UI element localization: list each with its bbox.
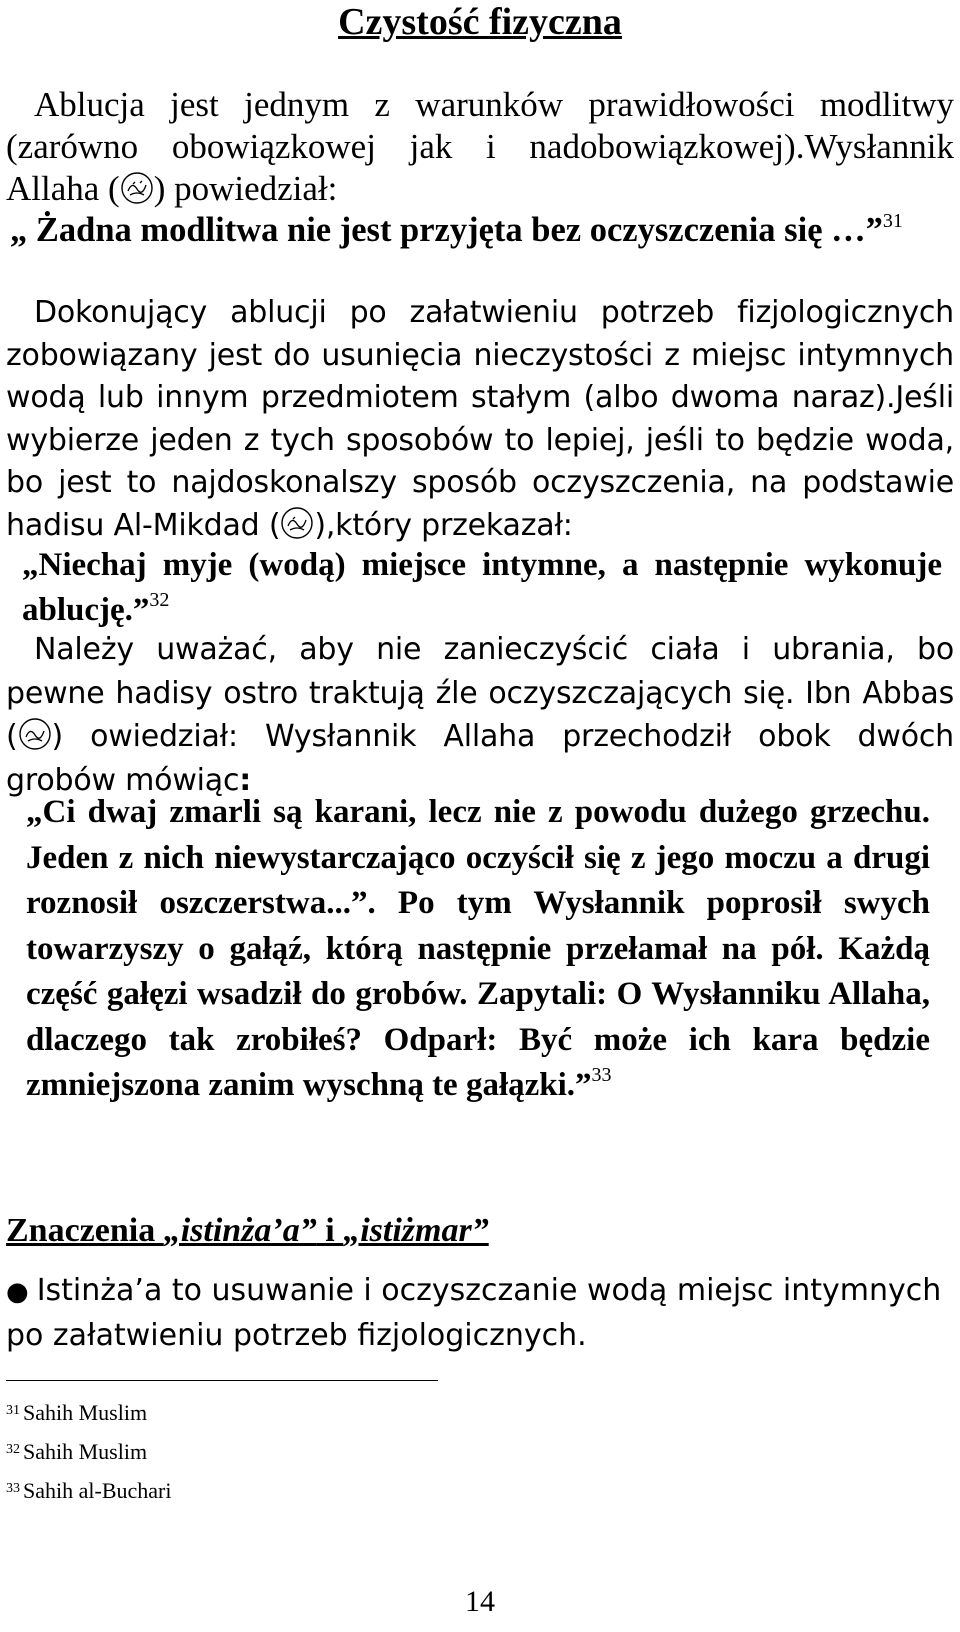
hadith-quote-1 xyxy=(10,208,954,254)
intro-paragraph xyxy=(6,84,954,210)
para3-text-after: ) owiedział: Wysłannik Allaha przechodził obok dwóch grobów mówiąc xyxy=(6,719,954,798)
para3-colon: : xyxy=(239,762,252,798)
footnote-text: Sahih Muslim xyxy=(23,1439,148,1464)
honorific-calligraphy-icon xyxy=(120,171,154,205)
footnote-ref-32: 32 xyxy=(149,589,170,611)
heading2-middle: i xyxy=(316,1212,344,1249)
footnote-33 xyxy=(6,1470,171,1509)
honorific-calligraphy-icon xyxy=(280,506,314,540)
quote1-text: „ Żadna modlitwa nie jest przyjęta bez oczyszczenia się …” xyxy=(10,211,883,249)
para2-text-after: ),który przekazał: xyxy=(314,507,573,543)
heading2-term-istinza: „istinża’a” xyxy=(163,1212,317,1249)
para3-text: Należy uważać, aby nie zanieczyścić ciała i ubrania, bo pewne hadisy ostro traktują źle oczyszczających się. Ibn Abbas ( xyxy=(6,632,954,754)
footnote-text: Sahih Muslim xyxy=(23,1400,148,1425)
footnote-number: 31 xyxy=(6,1403,20,1418)
heading2-term-istizmar: „istiżmar” xyxy=(343,1212,489,1249)
footnote-32 xyxy=(6,1431,171,1470)
section-heading xyxy=(6,1209,489,1253)
intro-text: Ablucja jest jednym z warunków prawidłowości modlitwy (zarówno obowiązkowej jak i nadobowiązkowej).Wysłannik Allaha ( xyxy=(6,85,954,208)
hadith-quote-2 xyxy=(22,543,942,633)
footnote-number: 32 xyxy=(6,1442,20,1457)
footnote-31 xyxy=(6,1392,171,1431)
intro-text-after: ) powiedział: xyxy=(153,169,338,208)
page-title: Czystość fizyczna xyxy=(338,1,622,43)
footnote-ref-33: 33 xyxy=(591,1064,612,1086)
bullet-item xyxy=(6,1269,954,1358)
footnotes xyxy=(6,1392,171,1509)
honorific-calligraphy-icon xyxy=(18,717,52,751)
quote3-text: „Ci dwaj zmarli są karani, lecz nie z powodu dużego grzechu. Jeden z nich niewystarczająco oczyścił się z jego moczu a drugi roznosił oszczerstwa...”. Po tym Wysłannik poprosił swych towarzyszy o gałąź, którą następnie przełamał na pół. Każdą część gałęzi wsadził do grobów. Zapytali: O Wysłanniku Allaha, dlaczego tak zrobiłeś? Odparł: Być może ich kara będzie zmniejszona zanim wyschną te gałązki.” xyxy=(26,794,930,1103)
footnote-text: Sahih al-Buchari xyxy=(23,1478,172,1503)
quote2-text: „Niechaj myje (wodą) miejsce intymne, a następnie wykonuje ablucję.” xyxy=(22,547,942,628)
para2-text: Dokonujący ablucji po załatwieniu potrzeb fizjologicznych zobowiązany jest do usunięcia nieczystości z miejsc intymnych wodą lub innym przedmiotem stałym (albo dwoma naraz).Jeśli wybierze jeden z tych sposobów to lepiej, jeśli to będzie woda, bo jest to najdoskonalszy sposób oczyszczenia, na podstawie hadisu Al-Mikdad ( xyxy=(6,295,954,543)
paragraph-cleansing xyxy=(6,292,954,547)
footnote-divider xyxy=(6,1380,438,1381)
heading2-prefix: Znaczenia xyxy=(6,1212,164,1249)
bullet-icon: ● xyxy=(6,1277,29,1307)
page-number: 14 xyxy=(465,1585,495,1618)
paragraph-ibn-abbas xyxy=(6,628,954,802)
hadith-quote-3 xyxy=(26,790,930,1109)
footnote-ref-31: 31 xyxy=(882,210,903,232)
footnote-number: 33 xyxy=(6,1481,20,1496)
bullet-text: Istinża’a to usuwanie i oczyszczanie wodą miejsc intymnych po załatwieniu potrzeb fizjologicznych. xyxy=(6,1273,942,1353)
